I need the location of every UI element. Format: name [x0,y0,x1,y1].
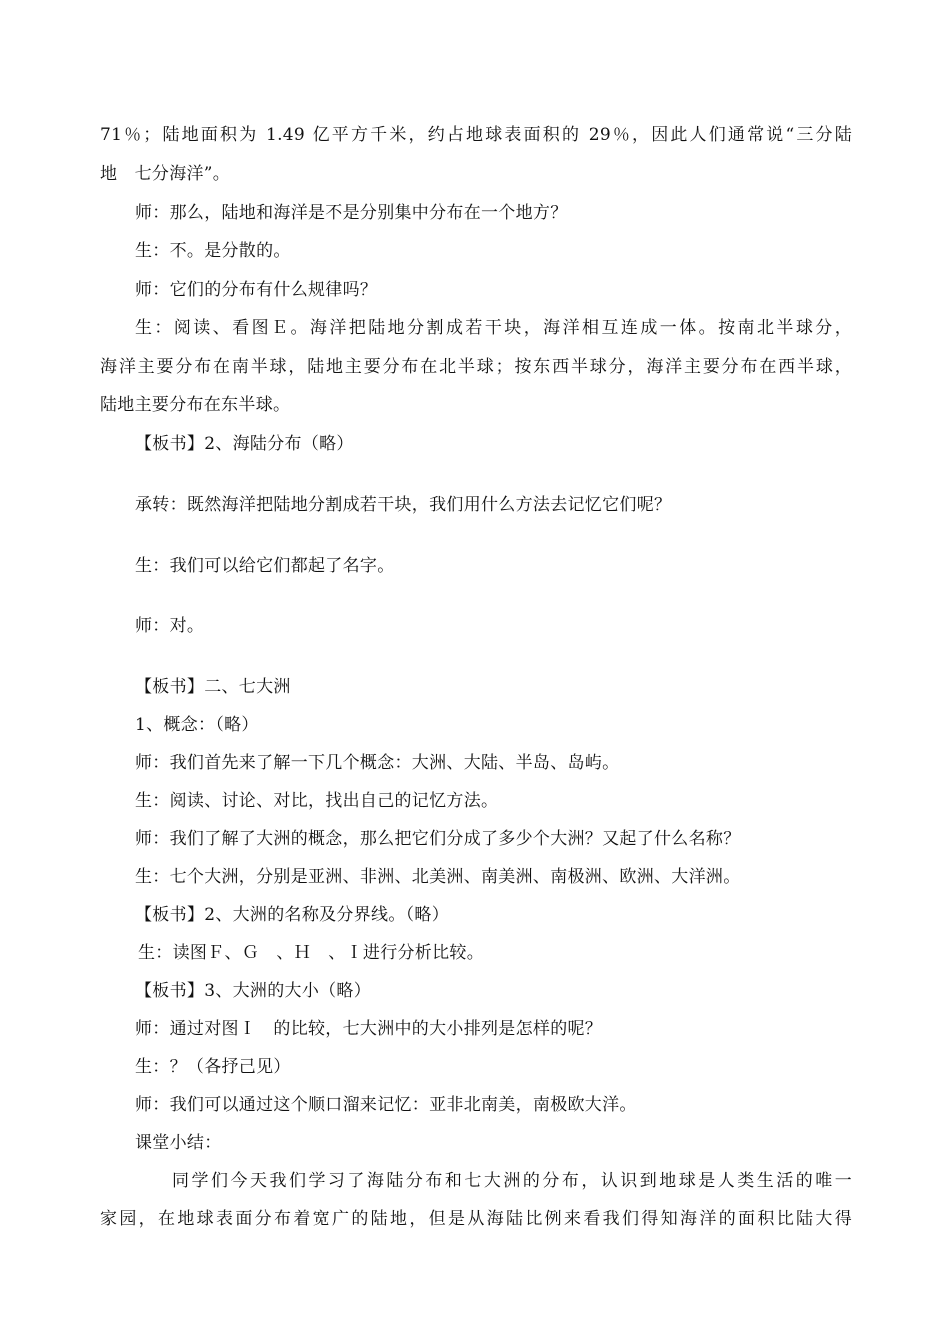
text-line-7: 海洋主要分布在南半球，陆地主要分布在北半球；按东西半球分，海洋主要分布在西半球， [100,357,852,377]
text-line-student-names: 生：我们可以给它们都起了名字。 [135,556,395,576]
text-line-concept: 1、概念：（略） [135,715,259,735]
text-line-how-many: 师：我们了解了大洲的概念，那么把它们分成了多少个大洲？又起了什么名称？ [135,829,741,849]
text-line-2: 地 七分海洋”。 [100,164,231,184]
text-line-size-question: 师：通过对图Ｉ 的比较，七大洲中的大小排列是怎样的呢？ [135,1019,603,1039]
text-line-summary-1: 同学们今天我们学习了海陆分布和七大洲的分布，认识到地球是人类生活的唯一 [172,1171,852,1191]
board-note-seven-continents: 【板书】二、七大洲 [135,677,291,697]
text-line-summary-2: 家园，在地球表面分布着宽广的陆地，但是从海陆比例来看我们得知海洋的面积比陆大得 [100,1209,852,1229]
text-line-3: 师：那么，陆地和海洋是不是分别集中分布在一个地方？ [135,203,568,223]
board-note-size: 【板书】3、大洲的大小（略） [135,981,372,1001]
text-line-mnemonic: 师：我们可以通过这个顺口溜来记忆：亚非北南美，南极欧大洋。 [135,1095,637,1115]
text-line-seven-names: 生：七个大洲，分别是亚洲、非洲、北美洲、南美洲、南极洲、欧洲、大洋洲。 [135,867,741,887]
section-heading-summary: 课堂小结： [135,1133,222,1153]
text-line-4: 生：不。是分散的。 [135,241,291,261]
text-line-teacher-yes: 师：对。 [135,616,205,636]
text-line-6: 生：阅读、看图Ｅ。海洋把陆地分割成若干块，海洋相互连成一体。按南北半球分， [135,318,852,338]
board-note-names-boundaries: 【板书】2、大洲的名称及分界线。（略） [135,905,450,925]
text-line-concepts-student: 生：阅读、讨论、对比，找出自己的记忆方法。 [135,791,499,811]
text-line-read-figures: 生：读图Ｆ、Ｇ 、Ｈ 、Ｉ进行分析比较。 [138,943,484,963]
text-line-opinions: 生：？（各抒己见） [135,1057,291,1077]
text-line-concepts-teacher: 师：我们首先来了解一下几个概念：大洲、大陆、半岛、岛屿。 [135,753,620,773]
text-line-5: 师：它们的分布有什么规律吗？ [135,280,378,300]
board-note-sea-land: 【板书】2、海陆分布（略） [135,434,354,454]
text-line-8: 陆地主要分布在东半球。 [100,395,291,415]
text-line-transition: 承转：既然海洋把陆地分割成若干块，我们用什么方法去记忆它们呢？ [135,495,672,515]
text-line-1: 71％；陆地面积为 1.49 亿平方千米，约占地球表面积的 29％，因此人们通常说“三分陆 [100,125,852,145]
